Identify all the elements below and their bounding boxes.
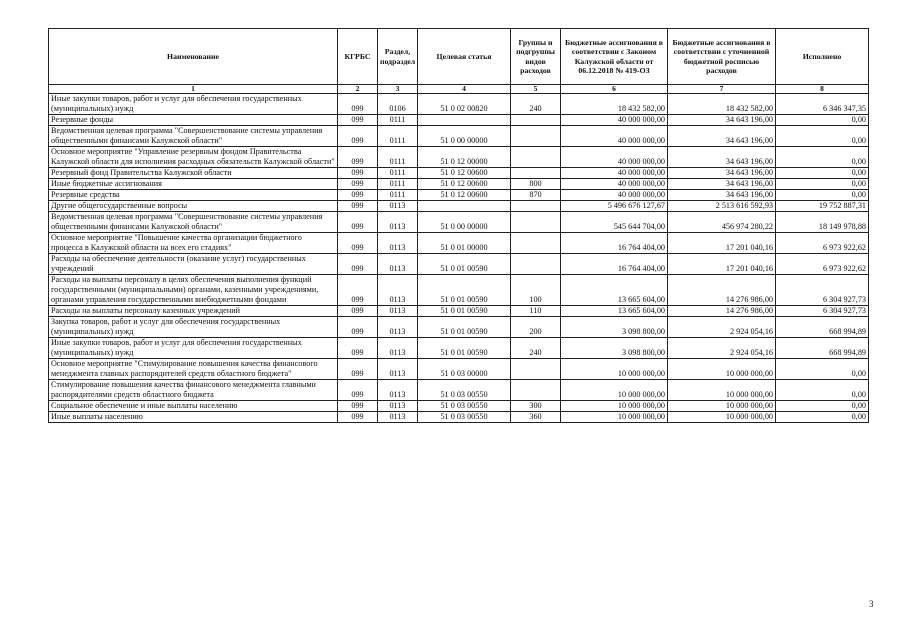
row-refined-amount: 2 513 616 592,93	[668, 200, 776, 211]
row-kgrbs: 099	[338, 167, 378, 178]
row-target-article	[418, 114, 511, 125]
row-refined-amount: 34 643 196,00	[668, 146, 776, 167]
row-expense-group	[511, 358, 561, 379]
header-name: Наименование	[49, 29, 338, 85]
row-name: Закупка товаров, работ и услуг для обеспечения государственных (муниципальных) нужд	[49, 316, 338, 337]
row-razdel: 0113	[378, 274, 418, 305]
column-number-row	[49, 85, 869, 94]
row-law-amount: 18 432 582,00	[561, 93, 668, 114]
row-name: Иные выплаты населению	[49, 411, 338, 422]
table-row	[49, 178, 869, 189]
row-razdel: 0113	[378, 316, 418, 337]
row-name: Основное мероприятие "Стимулирование повышения качества финансового менеджмента главных распорядителей средств областного бюджета"	[49, 358, 338, 379]
row-refined-amount: 18 432 582,00	[668, 93, 776, 114]
row-kgrbs: 099	[338, 379, 378, 400]
row-law-amount: 10 000 000,00	[561, 400, 668, 411]
row-kgrbs: 099	[338, 178, 378, 189]
row-kgrbs: 099	[338, 274, 378, 305]
row-target-article: 51 0 00 00000	[418, 125, 511, 146]
row-law-amount: 40 000 000,00	[561, 125, 668, 146]
table-row	[49, 337, 869, 358]
row-expense-group	[511, 379, 561, 400]
row-law-amount: 40 000 000,00	[561, 189, 668, 200]
row-kgrbs: 099	[338, 232, 378, 253]
row-name: Ведомственная целевая программа "Совершенствование системы управления общественными финансами Калужской области"	[49, 125, 338, 146]
column-number: 4	[418, 85, 511, 94]
row-kgrbs: 099	[338, 146, 378, 167]
header-row	[49, 29, 869, 85]
header-kgrbs: КГРБС	[338, 29, 378, 85]
row-law-amount: 40 000 000,00	[561, 167, 668, 178]
row-name: Социальное обеспечение и иные выплаты населению	[49, 400, 338, 411]
row-kgrbs: 099	[338, 411, 378, 422]
column-number: 6	[561, 85, 668, 94]
row-razdel: 0113	[378, 232, 418, 253]
row-refined-amount: 17 201 040,16	[668, 253, 776, 274]
row-razdel: 0111	[378, 167, 418, 178]
row-expense-group: 360	[511, 411, 561, 422]
row-kgrbs: 099	[338, 125, 378, 146]
row-executed-amount: 0,00	[776, 167, 869, 178]
row-executed-amount: 668 994,89	[776, 337, 869, 358]
row-expense-group	[511, 253, 561, 274]
budget-table	[48, 28, 869, 423]
row-refined-amount: 10 000 000,00	[668, 379, 776, 400]
row-refined-amount: 34 643 196,00	[668, 167, 776, 178]
row-name: Иные закупки товаров, работ и услуг для обеспечения государственных (муниципальных) нужд	[49, 93, 338, 114]
row-expense-group	[511, 232, 561, 253]
row-razdel: 0106	[378, 93, 418, 114]
row-law-amount: 40 000 000,00	[561, 114, 668, 125]
row-razdel: 0111	[378, 178, 418, 189]
row-name: Иные бюджетные ассигнования	[49, 178, 338, 189]
row-target-article: 51 0 12 00600	[418, 167, 511, 178]
row-law-amount: 10 000 000,00	[561, 358, 668, 379]
row-executed-amount: 0,00	[776, 114, 869, 125]
row-expense-group: 240	[511, 337, 561, 358]
header-executed: Исполнено	[776, 29, 869, 85]
row-executed-amount: 0,00	[776, 400, 869, 411]
row-executed-amount: 18 149 978,88	[776, 211, 869, 232]
row-target-article: 51 0 02 00820	[418, 93, 511, 114]
row-refined-amount: 34 643 196,00	[668, 114, 776, 125]
row-expense-group	[511, 200, 561, 211]
column-number: 7	[668, 85, 776, 94]
table-row	[49, 114, 869, 125]
row-law-amount: 13 665 604,00	[561, 274, 668, 305]
row-razdel: 0111	[378, 114, 418, 125]
row-law-amount: 13 665 604,00	[561, 305, 668, 316]
row-kgrbs: 099	[338, 200, 378, 211]
row-kgrbs: 099	[338, 400, 378, 411]
row-expense-group: 240	[511, 93, 561, 114]
table-row	[49, 411, 869, 422]
row-refined-amount: 10 000 000,00	[668, 358, 776, 379]
table-row	[49, 200, 869, 211]
row-target-article: 51 0 03 00000	[418, 358, 511, 379]
row-name: Ведомственная целевая программа "Совершенствование системы управления общественными финансами Калужской области"	[49, 211, 338, 232]
row-executed-amount: 6 973 922,62	[776, 232, 869, 253]
row-refined-amount: 10 000 000,00	[668, 411, 776, 422]
row-name: Другие общегосударственные вопросы	[49, 200, 338, 211]
row-name: Резервный фонд Правительства Калужской области	[49, 167, 338, 178]
row-expense-group: 800	[511, 178, 561, 189]
row-expense-group: 100	[511, 274, 561, 305]
row-razdel: 0113	[378, 411, 418, 422]
row-expense-group	[511, 146, 561, 167]
row-expense-group	[511, 114, 561, 125]
row-name: Резервные фонды	[49, 114, 338, 125]
row-executed-amount: 0,00	[776, 125, 869, 146]
row-executed-amount: 0,00	[776, 178, 869, 189]
row-razdel: 0113	[378, 358, 418, 379]
row-razdel: 0111	[378, 146, 418, 167]
row-target-article	[418, 200, 511, 211]
row-expense-group: 300	[511, 400, 561, 411]
row-target-article: 51 0 01 00590	[418, 337, 511, 358]
row-executed-amount: 19 752 887,31	[776, 200, 869, 211]
row-razdel: 0113	[378, 337, 418, 358]
table-body	[49, 93, 869, 422]
table-row	[49, 211, 869, 232]
row-target-article: 51 0 01 00590	[418, 305, 511, 316]
row-target-article: 51 0 03 00550	[418, 400, 511, 411]
header-refined-assignments: Бюджетные ассигнования в соответствии с уточненной бюджетной росписью расходов	[668, 29, 776, 85]
table-row	[49, 358, 869, 379]
row-name: Резервные средства	[49, 189, 338, 200]
row-expense-group: 870	[511, 189, 561, 200]
row-expense-group: 110	[511, 305, 561, 316]
row-name: Иные закупки товаров, работ и услуг для обеспечения государственных (муниципальных) нужд	[49, 337, 338, 358]
row-target-article: 51 0 01 00590	[418, 274, 511, 305]
row-refined-amount: 10 000 000,00	[668, 400, 776, 411]
row-executed-amount: 0,00	[776, 411, 869, 422]
row-refined-amount: 2 924 054,16	[668, 316, 776, 337]
row-kgrbs: 099	[338, 305, 378, 316]
row-kgrbs: 099	[338, 114, 378, 125]
table-row	[49, 232, 869, 253]
row-executed-amount: 6 304 927,73	[776, 274, 869, 305]
row-name: Стимулирование повышения качества финансового менеджмента главными распорядителями средств областного бюджета	[49, 379, 338, 400]
row-name: Расходы на обеспечение деятельности (оказание услуг) государственных учреждений	[49, 253, 338, 274]
column-number: 2	[338, 85, 378, 94]
row-razdel: 0111	[378, 189, 418, 200]
table-row	[49, 93, 869, 114]
row-target-article: 51 0 12 00600	[418, 178, 511, 189]
row-executed-amount: 0,00	[776, 189, 869, 200]
table-row	[49, 379, 869, 400]
row-refined-amount: 34 643 196,00	[668, 178, 776, 189]
row-target-article: 51 0 12 00000	[418, 146, 511, 167]
header-razdel: Раздел, подраздел	[378, 29, 418, 85]
table-row	[49, 305, 869, 316]
row-expense-group	[511, 125, 561, 146]
row-target-article: 51 0 01 00000	[418, 232, 511, 253]
row-expense-group	[511, 211, 561, 232]
row-name: Расходы на выплаты персоналу казенных учреждений	[49, 305, 338, 316]
row-law-amount: 40 000 000,00	[561, 178, 668, 189]
table-row	[49, 146, 869, 167]
row-kgrbs: 099	[338, 211, 378, 232]
row-executed-amount: 0,00	[776, 358, 869, 379]
row-kgrbs: 099	[338, 316, 378, 337]
table-row	[49, 274, 869, 305]
header-law-assignments: Бюджетные ассигнования в соответствии с Законом Калужской области от 06.12.2018 № 419-ОЗ	[561, 29, 668, 85]
row-executed-amount: 0,00	[776, 379, 869, 400]
row-refined-amount: 34 643 196,00	[668, 189, 776, 200]
row-law-amount: 5 496 676 127,67	[561, 200, 668, 211]
row-law-amount: 3 098 800,00	[561, 337, 668, 358]
table-row	[49, 167, 869, 178]
row-kgrbs: 099	[338, 253, 378, 274]
row-kgrbs: 099	[338, 337, 378, 358]
row-name: Основное мероприятие "Повышение качества организации бюджетного процесса в Калужской области на всех его стадиях"	[49, 232, 338, 253]
table-row	[49, 189, 869, 200]
row-expense-group: 200	[511, 316, 561, 337]
row-law-amount: 16 764 404,00	[561, 253, 668, 274]
row-kgrbs: 099	[338, 189, 378, 200]
row-executed-amount: 6 304 927,73	[776, 305, 869, 316]
row-name: Основное мероприятие "Управление резервным фондом Правительства Калужской области для исполнения расходных обязательств Калужской области"	[49, 146, 338, 167]
row-refined-amount: 14 276 986,00	[668, 305, 776, 316]
row-razdel: 0113	[378, 253, 418, 274]
row-executed-amount: 668 994,89	[776, 316, 869, 337]
table-row	[49, 316, 869, 337]
row-law-amount: 3 098 800,00	[561, 316, 668, 337]
row-law-amount: 40 000 000,00	[561, 146, 668, 167]
row-razdel: 0113	[378, 305, 418, 316]
row-target-article: 51 0 03 00550	[418, 379, 511, 400]
row-expense-group	[511, 167, 561, 178]
row-target-article: 51 0 12 00600	[418, 189, 511, 200]
row-razdel: 0113	[378, 211, 418, 232]
row-razdel: 0113	[378, 379, 418, 400]
table-row	[49, 125, 869, 146]
row-law-amount: 16 764 404,00	[561, 232, 668, 253]
row-executed-amount: 6 346 347,35	[776, 93, 869, 114]
row-law-amount: 10 000 000,00	[561, 411, 668, 422]
row-refined-amount: 2 924 054,16	[668, 337, 776, 358]
row-law-amount: 545 644 704,00	[561, 211, 668, 232]
column-number: 8	[776, 85, 869, 94]
row-target-article: 51 0 03 00550	[418, 411, 511, 422]
row-refined-amount: 34 643 196,00	[668, 125, 776, 146]
row-razdel: 0113	[378, 400, 418, 411]
column-number: 3	[378, 85, 418, 94]
row-target-article: 51 0 00 00000	[418, 211, 511, 232]
column-number: 1	[49, 85, 338, 94]
header-expense-groups: Группы и подгруппы видов расходов	[511, 29, 561, 85]
table-row	[49, 253, 869, 274]
row-law-amount: 10 000 000,00	[561, 379, 668, 400]
row-refined-amount: 17 201 040,16	[668, 232, 776, 253]
row-target-article: 51 0 01 00590	[418, 316, 511, 337]
row-refined-amount: 456 974 280,22	[668, 211, 776, 232]
column-number: 5	[511, 85, 561, 94]
row-executed-amount: 0,00	[776, 146, 869, 167]
page-number: 3	[869, 599, 874, 609]
row-refined-amount: 14 276 986,00	[668, 274, 776, 305]
table-row	[49, 400, 869, 411]
row-kgrbs: 099	[338, 358, 378, 379]
row-razdel: 0113	[378, 200, 418, 211]
row-razdel: 0111	[378, 125, 418, 146]
row-name: Расходы на выплаты персоналу в целях обеспечения выполнения функций государственными (муниципальными) органами, казенными учреждениями, органами управления государственными внебюджетными фондами	[49, 274, 338, 305]
header-target-article: Целевая статья	[418, 29, 511, 85]
row-target-article: 51 0 01 00590	[418, 253, 511, 274]
row-executed-amount: 6 973 922,62	[776, 253, 869, 274]
row-kgrbs: 099	[338, 93, 378, 114]
